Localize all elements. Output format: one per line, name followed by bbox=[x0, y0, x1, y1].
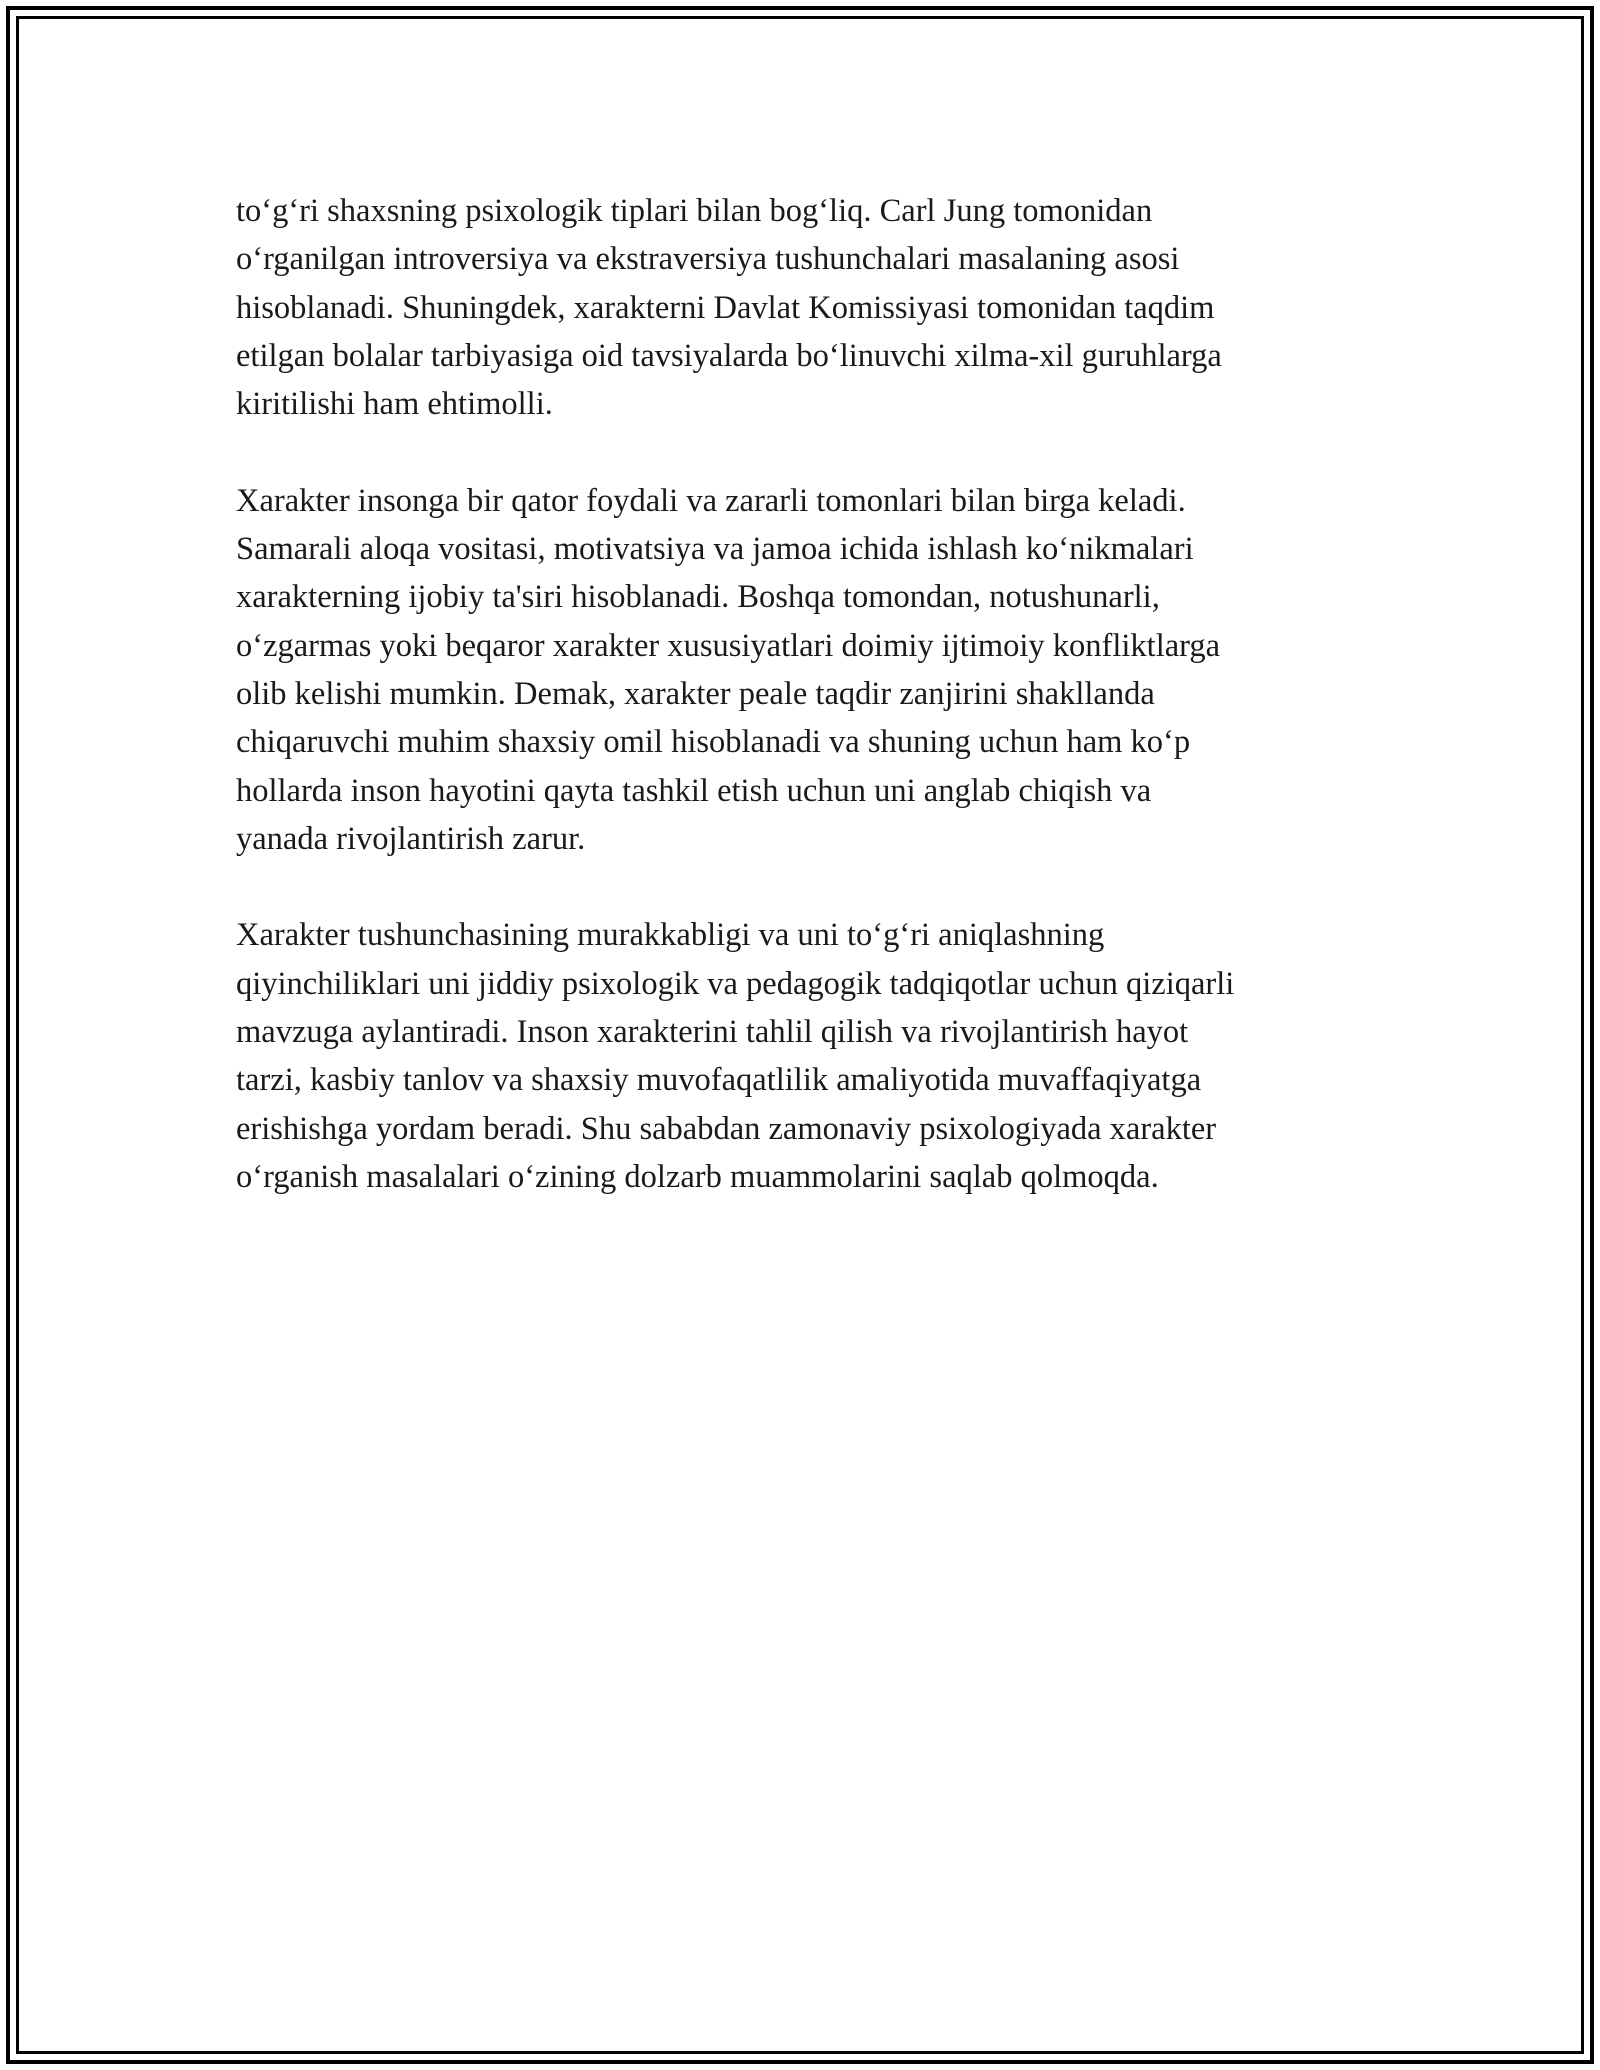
text-line: etilgan bolalar tarbiyasiga oid tavsiyalarda bo‘linuvchi xilma-xil guruhlarga bbox=[236, 337, 1222, 374]
text-line: kiritilishi ham ehtimolli. bbox=[236, 386, 553, 423]
text-line: erishishga yordam beradi. Shu sababdan zamonaviy psixologiyada xarakter bbox=[236, 1110, 1217, 1147]
text-line: chiqaruvchi muhim shaxsiy omil hisoblanadi va shuning uchun ham ko‘p bbox=[236, 724, 1191, 761]
text-line: mavzuga aylantiradi. Inson xarakterini tahlil qilish va rivojlantirish hayot bbox=[236, 1014, 1189, 1051]
text-line: Samarali aloqa vositasi, motivatsiya va jamoa ichida ishlash ko‘nikmalari bbox=[236, 531, 1194, 568]
text-line: hisoblanadi. Shuningdek, xarakterni Davlat Komissiyasi tomonidan taqdim bbox=[236, 289, 1215, 326]
text-line: o‘rganilgan introversiya va ekstraversiya tushunchalari masalaning asosi bbox=[236, 241, 1180, 278]
text-line: Xarakter tushunchasining murakkabligi va uni to‘g‘ri aniqlashning bbox=[236, 917, 1105, 954]
text-line: tarzi, kasbiy tanlov va shaxsiy muvofaqatlilik amaliyotida muvaffaqiyatga bbox=[236, 1062, 1202, 1099]
document-body bbox=[236, 187, 1366, 1250]
text-line: hollarda inson hayotini qayta tashkil etish uchun uni anglab chiqish va bbox=[236, 772, 1152, 809]
paragraph-2 bbox=[236, 477, 1366, 863]
text-line: o‘zgarmas yoki beqaror xarakter xususiyatlari doimiy ijtimoiy konfliktlarga bbox=[236, 627, 1221, 664]
text-line: to‘g‘ri shaxsning psixologik tiplari bilan bog‘liq. Carl Jung tomonidan bbox=[236, 193, 1153, 229]
text-line: xarakterning ijobiy ta'siri hisoblanadi. Boshqa tomondan, notushunarli, bbox=[236, 579, 1160, 616]
text-line: Xarakter insonga bir qator foydali va zararli tomonlari bilan birga keladi. bbox=[236, 482, 1186, 519]
text-line: olib kelishi mumkin. Demak, xarakter peale taqdir zanjirini shakllanda bbox=[236, 675, 1155, 712]
text-line: yanada rivojlantirish zarur. bbox=[236, 820, 586, 857]
text-line: o‘rganish masalalari o‘zining dolzarb muammolarini saqlab qolmoqda. bbox=[236, 1158, 1159, 1195]
paragraph-3 bbox=[236, 911, 1366, 1201]
paragraph-1 bbox=[236, 187, 1366, 428]
text-line: qiyinchiliklari uni jiddiy psixologik va pedagogik tadqiqotlar uchun qiziqarli bbox=[236, 965, 1235, 1002]
